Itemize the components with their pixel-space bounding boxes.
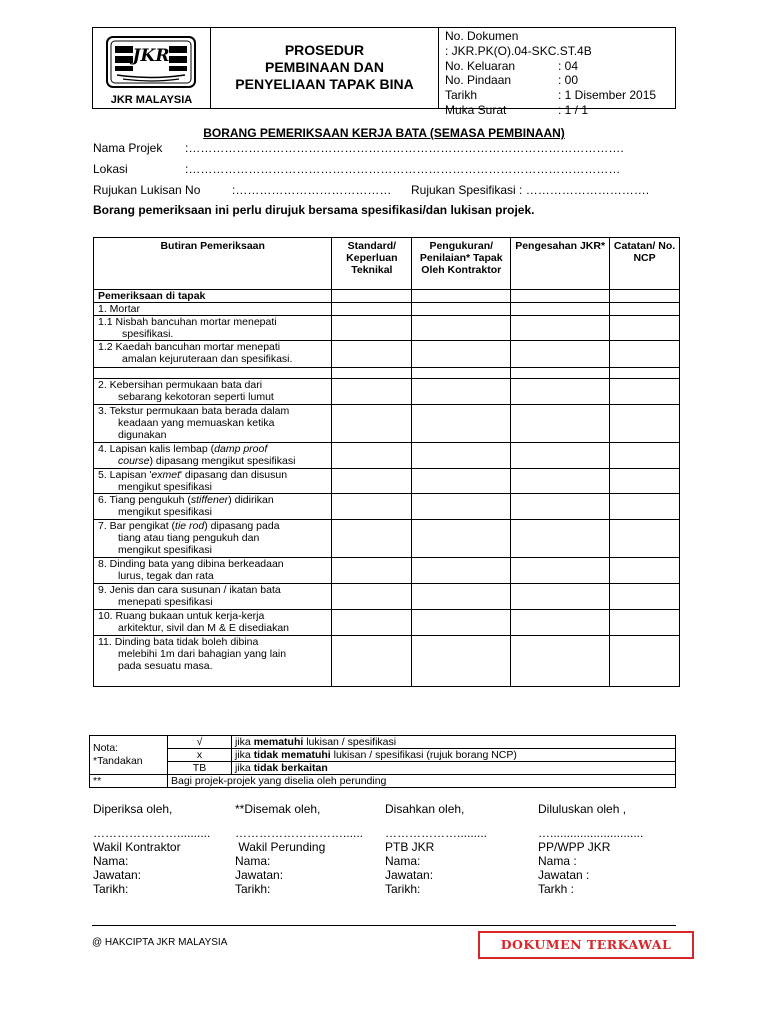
cell[interactable] bbox=[412, 584, 511, 610]
item-label: 3. Tekstur permukaan bata berada dalam keadaan yang memuaskan ketika digunakan bbox=[94, 405, 332, 443]
cell[interactable] bbox=[511, 379, 610, 405]
cell[interactable] bbox=[412, 341, 511, 368]
nota-label: Nota: *Tandakan bbox=[90, 736, 168, 775]
cell[interactable] bbox=[332, 303, 412, 316]
cell[interactable] bbox=[610, 469, 680, 494]
cell[interactable] bbox=[412, 494, 511, 520]
cell[interactable] bbox=[332, 520, 412, 558]
table-row bbox=[94, 405, 680, 443]
item-label: 10. Ruang bukaan untuk kerja-kerja arkitektur, sivil dan M & E disediakan bbox=[94, 610, 332, 636]
rujukan-spesifikasi-field[interactable]: Rujukan Spesifikasi : …………………………. bbox=[411, 183, 650, 197]
tb-symbol: TB bbox=[168, 762, 232, 775]
cell[interactable] bbox=[511, 303, 610, 316]
cell[interactable] bbox=[332, 341, 412, 368]
cell[interactable] bbox=[412, 303, 511, 316]
cell[interactable] bbox=[332, 584, 412, 610]
table-row bbox=[94, 469, 680, 494]
cell[interactable] bbox=[610, 368, 680, 379]
controlled-document-stamp: DOKUMEN TERKAWAL bbox=[478, 931, 694, 959]
table-row bbox=[94, 290, 680, 303]
cell[interactable] bbox=[511, 636, 610, 687]
table-row bbox=[94, 636, 680, 687]
cell[interactable] bbox=[511, 405, 610, 443]
cell[interactable] bbox=[511, 558, 610, 584]
nama-projek-field[interactable]: :………………………………………………………………………………………………. bbox=[185, 141, 624, 155]
cell[interactable] bbox=[610, 584, 680, 610]
footer-divider bbox=[92, 925, 676, 926]
cell[interactable] bbox=[332, 290, 412, 303]
item-label: 1. Mortar bbox=[94, 303, 332, 316]
item-label: 11. Dinding bata tidak boleh dibina melebihi 1m dari bahagian yang lain pada sesuatu masa. bbox=[94, 636, 332, 687]
signature-block-ptb: Disahkan oleh, ………………......... PTB JKR Nama: Jawatan: Tarikh: bbox=[385, 802, 488, 896]
cell[interactable] bbox=[511, 469, 610, 494]
item-label: 6. Tiang pengukuh (stiffener) didirikan mengikut spesifikasi bbox=[94, 494, 332, 520]
table-row bbox=[94, 520, 680, 558]
cell[interactable] bbox=[610, 636, 680, 687]
rujukan-lukisan-field[interactable]: :………………………………… bbox=[232, 183, 392, 197]
cell[interactable] bbox=[610, 303, 680, 316]
rujukan-lukisan-label: Rujukan Lukisan No bbox=[93, 183, 201, 197]
cell[interactable] bbox=[511, 520, 610, 558]
cell[interactable] bbox=[511, 290, 610, 303]
svg-text:JKR: JKR bbox=[132, 46, 170, 66]
signature-block-kontraktor: Diperiksa oleh, ………………….......... Wakil Kontraktor Nama: Jawatan: Tarikh: bbox=[93, 802, 211, 896]
cell[interactable] bbox=[412, 316, 511, 341]
item-label bbox=[94, 368, 332, 379]
item-label: 1.2 Kaedah bancuhan mortar menepati amalan kejuruteraan dan spesifikasi. bbox=[94, 341, 332, 368]
item-label: 2. Kebersihan permukaan bata dari sebarang kekotoran seperti lumut bbox=[94, 379, 332, 405]
cell[interactable] bbox=[511, 610, 610, 636]
cell[interactable] bbox=[412, 405, 511, 443]
cell[interactable] bbox=[511, 584, 610, 610]
cell[interactable] bbox=[332, 368, 412, 379]
cell[interactable] bbox=[412, 520, 511, 558]
table-row bbox=[94, 610, 680, 636]
cell[interactable] bbox=[412, 636, 511, 687]
cell[interactable] bbox=[332, 636, 412, 687]
table-row bbox=[94, 368, 680, 379]
cell[interactable] bbox=[610, 610, 680, 636]
signature-block-pp: Diluluskan oleh , …............................ PP/WPP JKR Nama : Jawatan : Tarkh : bbox=[538, 802, 644, 896]
cell[interactable] bbox=[412, 290, 511, 303]
nota-row bbox=[90, 749, 676, 762]
signature-line[interactable]: ………………………...... bbox=[235, 826, 364, 840]
table-row bbox=[94, 303, 680, 316]
cell[interactable] bbox=[511, 494, 610, 520]
cell[interactable] bbox=[412, 610, 511, 636]
nota-row bbox=[90, 775, 676, 788]
cell[interactable] bbox=[412, 443, 511, 469]
nota-text: jika tidak mematuhi lukisan / spesifikasi (rujuk borang NCP) bbox=[232, 749, 676, 762]
cell[interactable] bbox=[610, 341, 680, 368]
cell[interactable] bbox=[610, 379, 680, 405]
cell[interactable] bbox=[511, 341, 610, 368]
cross-icon: x bbox=[168, 749, 232, 762]
table-row bbox=[94, 443, 680, 469]
lokasi-field[interactable]: :……………………………………………………………………………………………… bbox=[185, 162, 621, 176]
cell[interactable] bbox=[412, 368, 511, 379]
procedure-title: PROSEDUR PEMBINAAN DAN PENYELIAAN TAPAK BINA bbox=[235, 42, 414, 92]
item-label: 8. Dinding bata yang dibina berkeadaan lurus, tegak dan rata bbox=[94, 558, 332, 584]
reference-note: Borang pemeriksaan ini perlu dirujuk bersama spesifikasi/dan lukisan projek. bbox=[93, 203, 535, 217]
cell[interactable] bbox=[610, 405, 680, 443]
signature-line[interactable]: ………………......... bbox=[385, 826, 488, 840]
cell[interactable] bbox=[511, 443, 610, 469]
org-name: JKR MALAYSIA bbox=[110, 94, 193, 106]
col-butiran: Butiran Pemeriksaan bbox=[94, 238, 332, 290]
cell[interactable] bbox=[332, 558, 412, 584]
section-label: Pemeriksaan di tapak bbox=[94, 290, 332, 303]
nota-row bbox=[90, 736, 676, 749]
document-header bbox=[92, 27, 676, 117]
nama-projek-label: Nama Projek bbox=[93, 141, 163, 155]
cell[interactable] bbox=[412, 469, 511, 494]
table-row bbox=[94, 494, 680, 520]
table-row bbox=[94, 558, 680, 584]
table-row bbox=[94, 584, 680, 610]
col-catatan: Catatan/ No. NCP bbox=[610, 238, 680, 290]
document-meta: No. Dokumen: JKR.PK(O).04-SKC.ST.4B No. Keluaran : 04 No. Pindaan : 00 Tarikh : 1 Disember 2015 Muka Surat : 1 / 1 bbox=[445, 29, 657, 117]
item-label: 4. Lapisan kalis lembap (damp proof course) dipasang mengikut spesifikasi bbox=[94, 443, 332, 469]
col-pengukuran: Pengukuran/ Penilaian* Tapak Oleh Kontraktor bbox=[412, 238, 511, 290]
cell[interactable] bbox=[332, 443, 412, 469]
signature-line[interactable]: …............................ bbox=[538, 826, 644, 840]
cell[interactable] bbox=[412, 558, 511, 584]
cell[interactable] bbox=[511, 368, 610, 379]
item-label: 7. Bar pengikat (tie rod) dipasang pada tiang atau tiang pengukuh dan mengikut spesifikasi bbox=[94, 520, 332, 558]
nota-row bbox=[90, 762, 676, 775]
cell[interactable] bbox=[610, 494, 680, 520]
cell[interactable] bbox=[610, 316, 680, 341]
cell[interactable] bbox=[332, 379, 412, 405]
cell[interactable] bbox=[412, 379, 511, 405]
cell[interactable] bbox=[332, 469, 412, 494]
tick-icon: √ bbox=[168, 736, 232, 749]
col-standard: Standard/ Keperluan Teknikal bbox=[332, 238, 412, 290]
cell[interactable] bbox=[332, 610, 412, 636]
table-header-row bbox=[94, 238, 680, 290]
lokasi-label: Lokasi bbox=[93, 162, 128, 176]
item-label: 5. Lapisan 'exmet' dipasang dan disusun mengikut spesifikasi bbox=[94, 469, 332, 494]
cell[interactable] bbox=[610, 558, 680, 584]
item-label: 1.1 Nisbah bancuhan mortar menepati spesifikasi. bbox=[94, 316, 332, 341]
table-row bbox=[94, 341, 680, 368]
nota-text: Bagi projek-projek yang diselia oleh perunding bbox=[168, 775, 676, 788]
col-pengesahan: Pengesahan JKR* bbox=[511, 238, 610, 290]
signature-block-perunding: **Disemak oleh, ………………………...... Wakil Perunding Nama: Jawatan: Tarikh: bbox=[235, 802, 364, 896]
nota-text: jika mematuhi lukisan / spesifikasi bbox=[232, 736, 676, 749]
cell[interactable] bbox=[332, 316, 412, 341]
nota-text: jika tidak berkaitan bbox=[232, 762, 676, 775]
cell[interactable] bbox=[511, 316, 610, 341]
table-row bbox=[94, 316, 680, 341]
cell[interactable] bbox=[610, 520, 680, 558]
nota-table bbox=[89, 735, 676, 788]
cell[interactable] bbox=[332, 405, 412, 443]
jkr-logo bbox=[103, 34, 199, 90]
double-star-symbol: ** bbox=[90, 775, 168, 788]
inspection-table bbox=[93, 237, 680, 687]
signature-line[interactable]: ………………….......... bbox=[93, 826, 211, 840]
cell[interactable] bbox=[332, 494, 412, 520]
cell[interactable] bbox=[610, 290, 680, 303]
table-row bbox=[94, 379, 680, 405]
copyright: @ HAKCIPTA JKR MALAYSIA bbox=[92, 937, 228, 948]
cell[interactable] bbox=[610, 443, 680, 469]
item-label: 9. Jenis dan cara susunan / ikatan bata menepati spesifikasi bbox=[94, 584, 332, 610]
form-title: BORANG PEMERIKSAAN KERJA BATA (SEMASA PEMBINAAN) bbox=[203, 126, 565, 140]
